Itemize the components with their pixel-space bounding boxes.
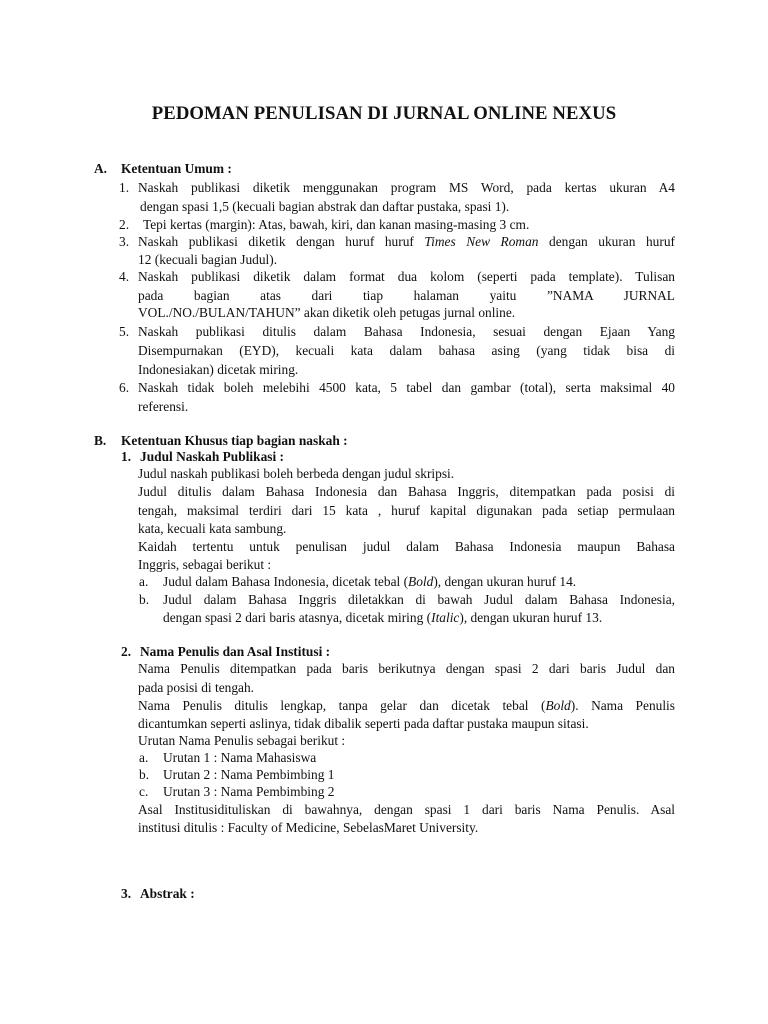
section-b-marker: B. xyxy=(94,433,107,448)
text-run: ), dengan ukuran huruf 14. xyxy=(433,574,577,589)
paragraph-line: Naskah publikasi ditulis dalam Bahasa Indonesia, sesuai dengan Ejaan Yang xyxy=(138,324,675,339)
section-a-heading: Ketentuan Umum : xyxy=(121,161,232,176)
subsection-marker: 3. xyxy=(121,886,132,901)
paragraph-line: pada bagian atas dari tiap halaman yaitu ”NAMA JURNAL xyxy=(138,288,675,303)
list-item-line: Judul dalam Bahasa Inggris diletakkan di bawah Judul dalam Bahasa Indonesia, xyxy=(163,592,675,607)
paragraph-line: Judul naskah publikasi boleh berbeda dengan judul skripsi. xyxy=(138,466,455,481)
paragraph-line: dengan spasi 1,5 (kecuali bagian abstrak dan daftar pustaka, spasi 1). xyxy=(140,199,510,214)
item-marker: 6. xyxy=(119,380,130,395)
list-marker: b. xyxy=(139,767,150,782)
italic-run: Times New Roman xyxy=(424,234,539,249)
paragraph-line xyxy=(138,697,675,714)
subsection-heading: Nama Penulis dan Asal Institusi : xyxy=(140,644,331,659)
item-marker: 1. xyxy=(119,180,130,195)
item-marker: 3. xyxy=(119,234,130,249)
paragraph-line: Tepi kertas (margin): Atas, bawah, kiri, dan kanan masing-masing 3 cm. xyxy=(143,217,530,232)
list-marker: a. xyxy=(139,750,149,765)
list-marker: c. xyxy=(139,784,149,799)
subsection-marker: 1. xyxy=(121,449,132,464)
item-marker: 5. xyxy=(119,324,130,339)
item-marker: 2. xyxy=(119,217,130,232)
paragraph-line: Judul ditulis dalam Bahasa Indonesia dan Bahasa Inggris, ditempatkan pada posisi di xyxy=(138,484,675,499)
paragraph-line: Asal Institusidituliskan di bawahnya, dengan spasi 1 dari baris Nama Penulis. Asal xyxy=(138,802,675,817)
list-marker: b. xyxy=(139,592,150,607)
paragraph-line: dicantumkan seperti aslinya, tidak dibalik seperti pada daftar pustaka maupun sitasi. xyxy=(138,716,589,731)
subsection-heading: Judul Naskah Publikasi : xyxy=(140,449,285,464)
text-run: ), dengan ukuran huruf 13. xyxy=(459,610,603,625)
paragraph-line: 12 (kecuali bagian Judul). xyxy=(138,252,278,267)
paragraph-line: VOL./NO./BULAN/TAHUN” akan diketik oleh petugas jurnal online. xyxy=(138,305,516,320)
paragraph-line: Naskah publikasi diketik dalam format dua kolom (seperti pada template). Tulisan xyxy=(138,269,675,284)
list-item-line: Urutan 2 : Nama Pembimbing 1 xyxy=(163,767,335,782)
section-b-heading: Ketentuan Khusus tiap bagian naskah : xyxy=(121,433,348,448)
paragraph-line: Nama Penulis ditempatkan pada baris berikutnya dengan spasi 2 dari baris Judul dan xyxy=(138,661,675,676)
text-run: Nama Penulis ditulis lengkap, tanpa gelar dan dicetak tebal ( xyxy=(138,698,546,713)
list-marker: a. xyxy=(139,574,149,589)
list-item-line xyxy=(163,573,576,590)
section-a-marker: A. xyxy=(94,161,108,176)
paragraph-line: Naskah publikasi diketik menggunakan program MS Word, pada kertas ukuran A4 xyxy=(138,180,675,195)
italic-run: Italic xyxy=(431,610,460,625)
paragraph-line: Inggris, sebagai berikut : xyxy=(138,557,272,572)
list-item-line: Urutan 1 : Nama Mahasiswa xyxy=(163,750,317,765)
italic-run: Bold xyxy=(545,698,571,713)
paragraph-line xyxy=(138,233,675,250)
paragraph-line: Disempurnakan (EYD), kecuali kata dalam bahasa asing (yang tidak bisa di xyxy=(138,343,675,358)
paragraph-line: Kaidah tertentu untuk penulisan judul dalam Bahasa Indonesia maupun Bahasa xyxy=(138,539,675,554)
italic-run: Bold xyxy=(408,574,434,589)
list-item-line: Urutan 3 : Nama Pembimbing 2 xyxy=(163,784,335,799)
paragraph-line: Naskah tidak boleh melebihi 4500 kata, 5 tabel dan gambar (total), serta maksimal 40 xyxy=(138,380,675,395)
document-title: PEDOMAN PENULISAN DI JURNAL ONLINE NEXUS xyxy=(151,103,617,124)
paragraph-line: Indonesiakan) dicetak miring. xyxy=(138,362,299,377)
text-run: Judul dalam Bahasa Indonesia, dicetak tebal ( xyxy=(163,574,409,589)
text-run: dengan ukuran huruf xyxy=(538,234,675,249)
paragraph-line: institusi ditulis : Faculty of Medicine, SebelasMaret University. xyxy=(138,820,479,835)
text-run: Naskah publikasi diketik dengan huruf huruf xyxy=(138,234,425,249)
text-run: ). Nama Penulis xyxy=(570,698,675,713)
paragraph-line: pada posisi di tengah. xyxy=(138,680,255,695)
paragraph-line: kata, kecuali kata sambung. xyxy=(138,521,287,536)
paragraph-line: Urutan Nama Penulis sebagai berikut : xyxy=(138,733,346,748)
paragraph-line: referensi. xyxy=(138,399,189,414)
text-run: dengan spasi 2 dari baris atasnya, dicetak miring ( xyxy=(163,610,432,625)
subsection-heading: Abstrak : xyxy=(140,886,195,901)
list-item-line xyxy=(163,609,602,626)
item-marker: 4. xyxy=(119,269,130,284)
subsection-marker: 2. xyxy=(121,644,132,659)
paragraph-line: tengah, maksimal terdiri dari 15 kata , huruf kapital digunakan pada setiap permulaan xyxy=(138,503,675,518)
